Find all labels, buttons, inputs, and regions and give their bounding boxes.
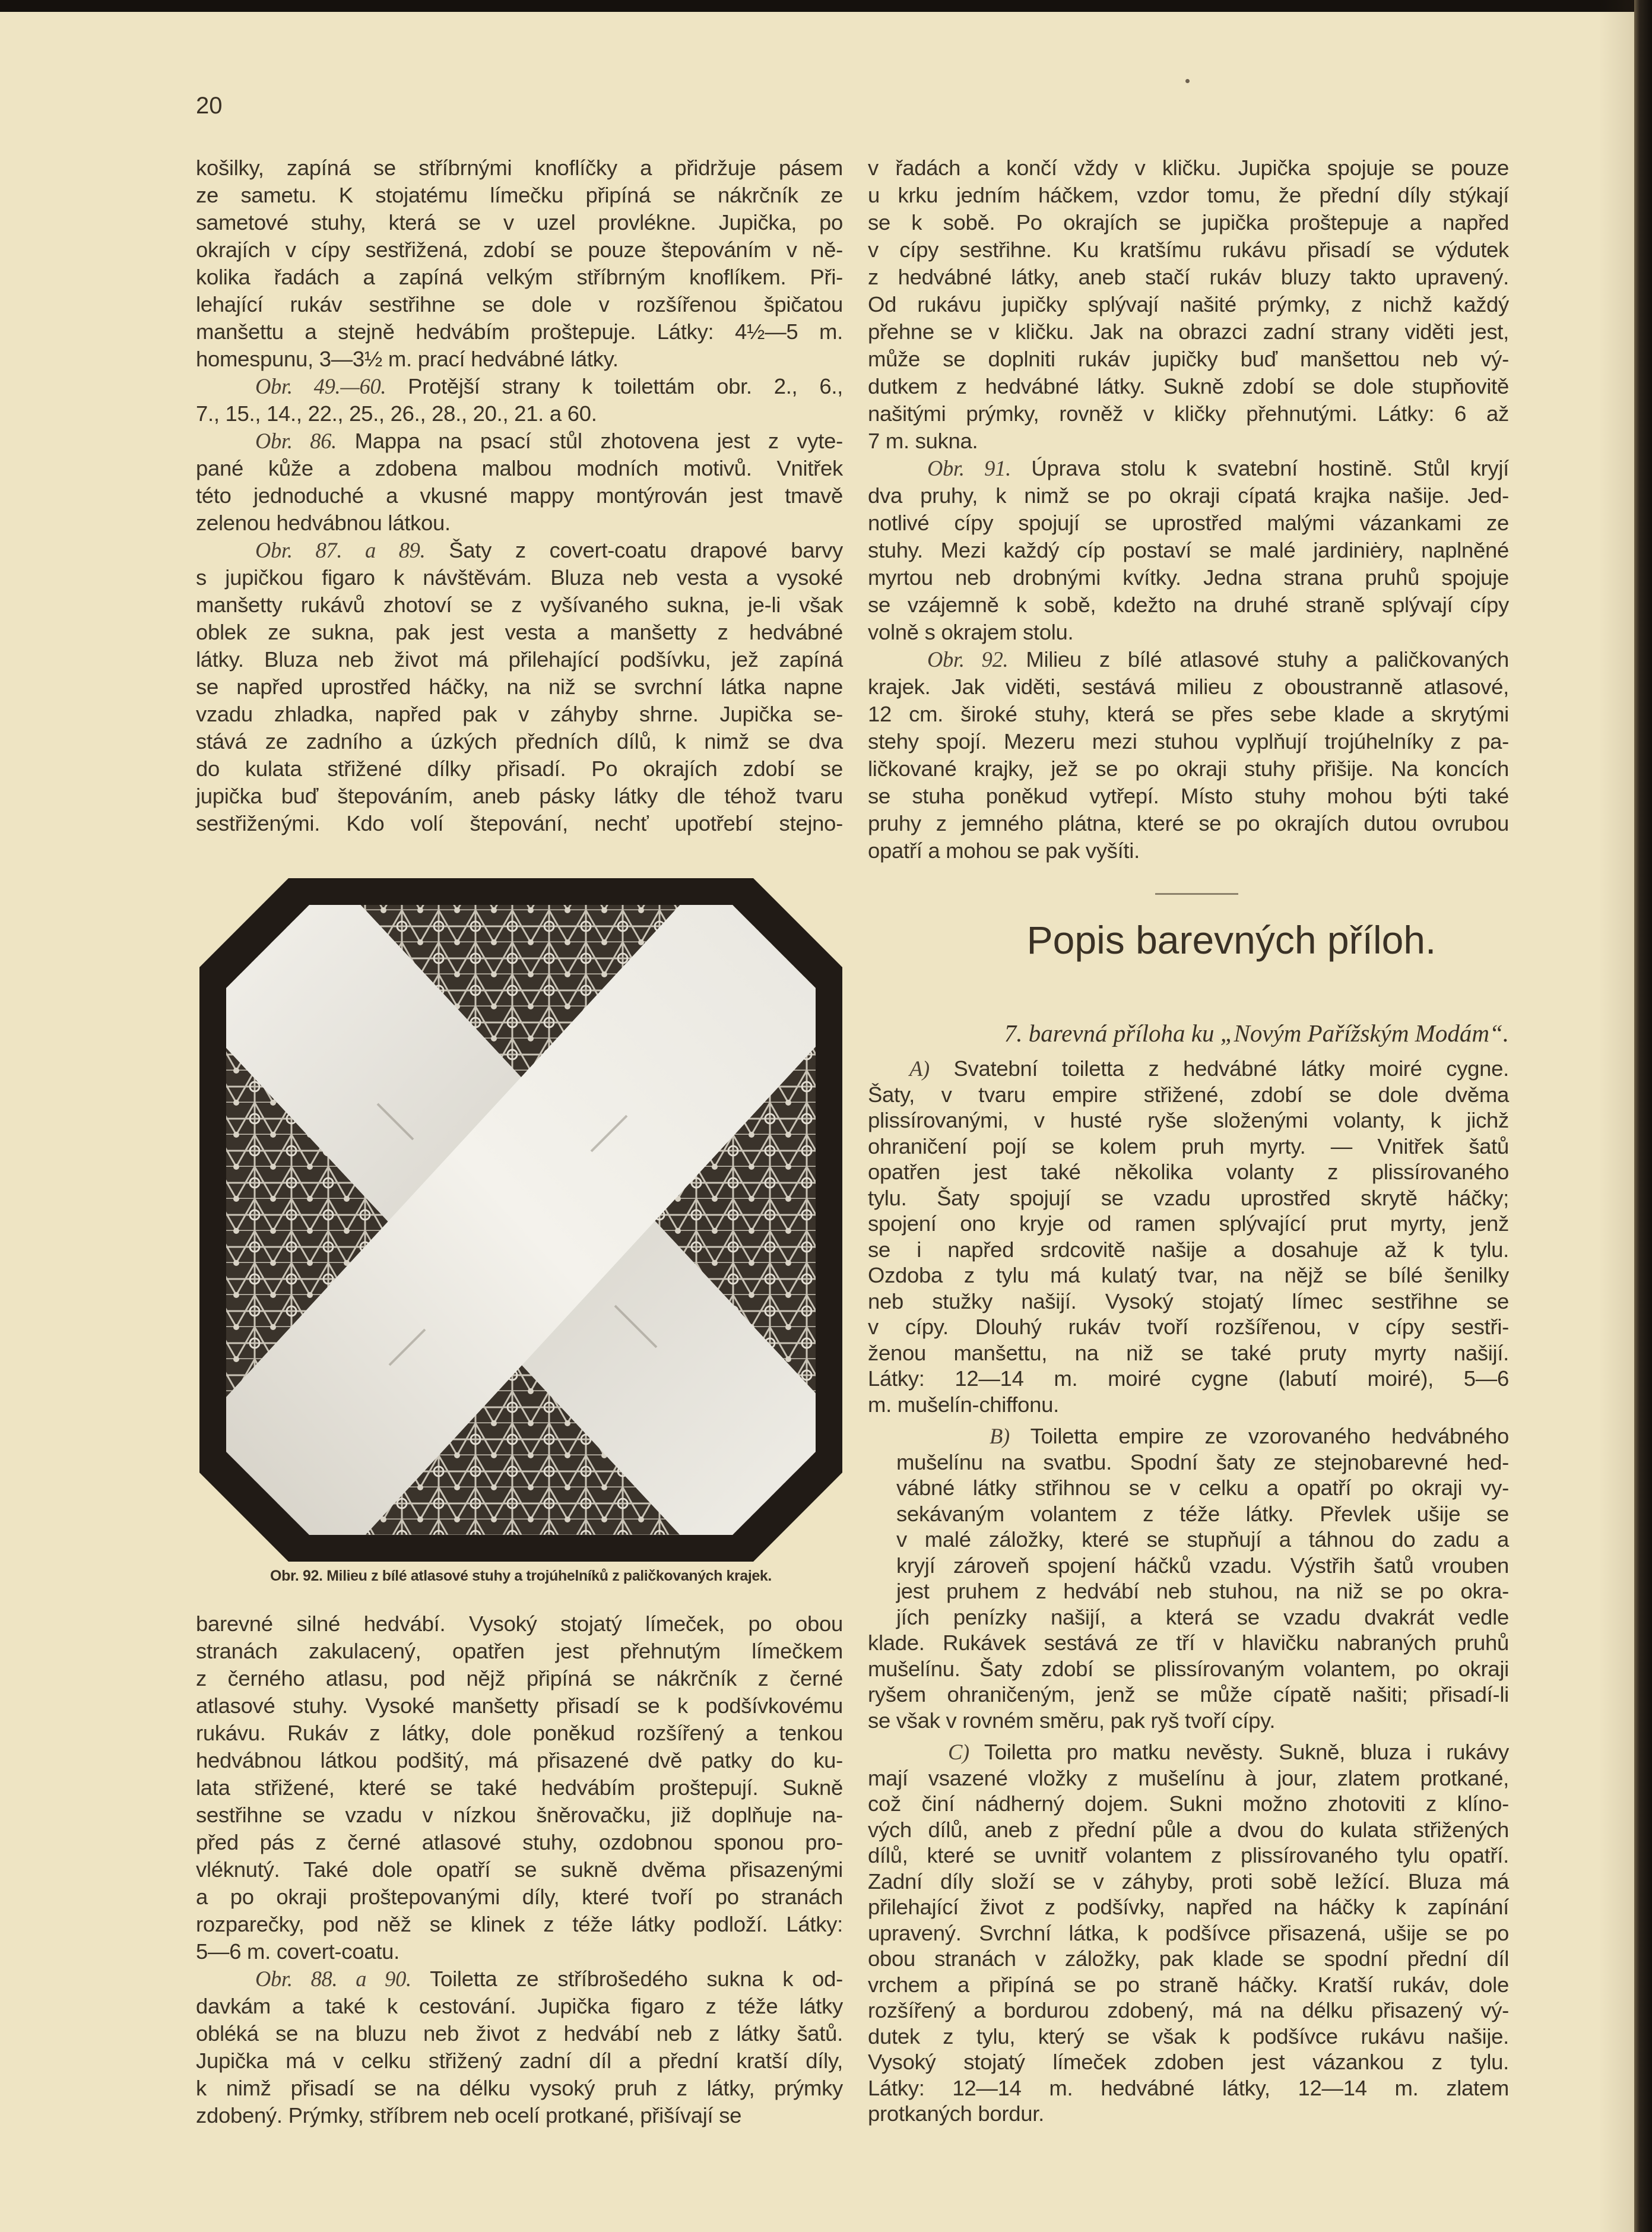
text-line: [868, 482, 1509, 509]
paragraph: [196, 428, 843, 537]
text-line: [868, 2049, 1509, 2075]
line-text: 12 cm. široké stuhy, která se přes sebe klade a skrytými: [868, 702, 1509, 726]
text-line: [196, 209, 843, 236]
line-text: pané kůže a zdobena malbou modních motivů. Vnitřek: [196, 456, 843, 480]
text-line: [868, 1765, 1509, 1791]
text-line: [196, 2075, 843, 2102]
section-divider: [1155, 893, 1238, 895]
text-line: [868, 564, 1509, 591]
print-speck: [1185, 79, 1190, 83]
line-text: 5—6 m. covert-coatu.: [196, 1939, 399, 1964]
line-text: lata střižené, které se také hedvábím proštepují. Sukně: [196, 1775, 843, 1800]
line-text: stává ze zadního a úzkých předních dílů, k nimž se dva: [196, 729, 843, 754]
text-line: [196, 2047, 843, 2075]
text-line: [196, 482, 843, 509]
line-text: barevné silné hedvábí. Vysoký stojatý límeček, po obou: [196, 1612, 843, 1636]
left-column-top-text: [196, 154, 843, 837]
text-line: [868, 1082, 1509, 1108]
paragraph: [196, 537, 843, 837]
text-line: [868, 1288, 1509, 1315]
line-text: tylu. Šaty spojují se vzadu uprostřed skrytě háčky;: [868, 1185, 1509, 1210]
line-text: zelenou hedvábnou látkou.: [196, 511, 451, 535]
line-text: oblek ze sukna, pak jest vesta a manšetty z hedvábné: [196, 620, 843, 644]
line-text: manšettu a stejně hedvábím proštepuje. Látky: 4½—5 m.: [196, 319, 843, 344]
text-line: [868, 755, 1509, 783]
text-line: [196, 619, 843, 646]
line-text: mušelínu. Šaty zdobí se plissírovaným volantem, po okraji: [868, 1656, 1509, 1681]
text-line: [196, 1720, 843, 1747]
text-line: [868, 591, 1509, 619]
line-text: se k sobě. Po okrajích se jupička proštepuje a napřed: [868, 210, 1509, 235]
paragraph: [868, 154, 1509, 455]
line-text: rozparečky, pod něž se klinek z téže látky podloží. Látky:: [196, 1912, 843, 1936]
line-text: sekávaným volantem z téže látky. Převlek ušije se: [896, 1501, 1509, 1526]
line-text: krajek. Jak viděti, sestává milieu z oboustranně atlasové,: [868, 675, 1509, 699]
line-text: opatřen jest také několika volanty z plissírovaného: [868, 1160, 1509, 1184]
line-text: rukávu. Rukáv z látky, dole poněkud rozšířený a tenkou: [196, 1721, 843, 1745]
line-text: vých dílů, aneb z přední půle a dvou do kulata střižených: [868, 1817, 1509, 1842]
text-line: [196, 291, 843, 318]
text-line: [196, 373, 843, 400]
text-line: [196, 182, 843, 209]
page-gutter-shade: [1599, 0, 1634, 2232]
text-line: [868, 1553, 1509, 1579]
line-text: košilky, zapíná se stříbrnými knoflíčky a přidržuje pásem: [196, 156, 843, 180]
text-line: [196, 236, 843, 264]
text-line: [868, 783, 1509, 810]
text-line: [868, 291, 1509, 318]
paragraph: [196, 1965, 843, 2129]
paragraph: [868, 1423, 1509, 1733]
section-subheading: 7. barevná příloha ku „Novým Pařížským Modám“.: [1004, 1020, 1509, 1047]
figure-reference: B): [990, 1424, 1010, 1448]
text-line: [868, 154, 1509, 182]
text-line: [868, 1791, 1509, 1817]
line-text: u krku jedním háčkem, vzdor tomu, že přední díly stýkají: [868, 183, 1509, 207]
text-line: [196, 1965, 843, 1993]
text-line: [196, 591, 843, 619]
scan-top-edge: [0, 0, 1652, 12]
text-line: [868, 1056, 1509, 1082]
line-text: se však v rovném směru, pak ryš tvoří cípy.: [868, 1708, 1276, 1733]
line-text: sestřiženými. Kdo volí štepování, nechť upotřebí stejno-: [196, 811, 843, 835]
line-text: Šaty z covert-coatu drapové barvy: [425, 538, 843, 562]
text-line: [868, 400, 1509, 428]
line-text: vrchem a připíná se po straně háčky. Kratší rukáv, dole: [868, 1972, 1509, 1997]
text-line: [196, 701, 843, 728]
text-line: [868, 373, 1509, 400]
text-line: [196, 264, 843, 291]
text-line: [868, 1630, 1509, 1656]
text-line: [868, 1107, 1509, 1134]
line-text: se napřed uprostřed háčky, na niž se svrchní látka napne: [196, 675, 843, 699]
text-line: [868, 1604, 1509, 1631]
text-line: [868, 646, 1509, 673]
text-line: [196, 509, 843, 537]
text-line: [868, 1894, 1509, 1920]
line-text: notlivé cípy spojují se uprostřed malými vázankami ze: [868, 511, 1509, 535]
text-line: [196, 455, 843, 482]
text-line: [196, 1692, 843, 1720]
text-line: [868, 1578, 1509, 1604]
text-line: [868, 1237, 1509, 1263]
text-line: [196, 154, 843, 182]
line-text: ohraničení pojí se kolem pruh myrty. — Vnitřek šatů: [868, 1134, 1509, 1158]
line-text: rozšířený a bordurou zdobený, má na délku přisazený vý-: [868, 1998, 1509, 2022]
text-line: [868, 1262, 1509, 1288]
line-text: homespunu, 3—3½ m. prací hedvábné látky.: [196, 347, 619, 371]
line-text: stehy spojí. Mezeru mezi stuhou vyplňují trojúhelníky z pa-: [868, 729, 1509, 754]
text-line: [868, 728, 1509, 755]
line-text: zdobený. Prýmky, stříbrem neb ocelí protkané, přišívají se: [196, 2103, 742, 2127]
figure-reference: Obr. 49.—60.: [255, 374, 386, 398]
line-text: Látky: 12—14 m. hedvábné látky, 12—14 m. zlatem: [868, 2075, 1509, 2100]
line-text: Vysoký stojatý límeček zdoben jest vázankou z tylu.: [868, 2050, 1509, 2074]
line-text: ženou manšettu, na niž se také pruty myrty našijí.: [868, 1340, 1509, 1365]
line-text: hedvábnou látkou podšitý, má přisazené dvě patky do ku-: [196, 1748, 843, 1772]
line-text: stranách zakulacený, opatřen jest přehnutým límečkem: [196, 1639, 843, 1663]
line-text: spojení ono kryje od ramen splývající prut myrty, jenž: [868, 1211, 1509, 1236]
page-number: 20: [196, 93, 223, 119]
paragraph: [868, 1739, 1509, 2127]
line-text: Toiletta ze stříbrošedého sukna k od-: [411, 1967, 843, 1991]
text-line: [196, 1856, 843, 1883]
paragraph: [196, 1610, 843, 1965]
line-text: z hedvábné látky, aneb stačí rukáv bluzy takto upravený.: [868, 265, 1509, 289]
figure-reference: A): [909, 1056, 930, 1081]
line-text: ličkované krajky, jež se po okraji stuhy přišije. Na koncích: [868, 756, 1509, 781]
text-line: [868, 1656, 1509, 1682]
text-line: [868, 1739, 1509, 1765]
text-line: [196, 400, 843, 428]
line-text: kolika řadách a zapíná velkým stříbrným knoflíkem. Při-: [196, 265, 843, 289]
text-line: [868, 701, 1509, 728]
text-line: [196, 1911, 843, 1938]
line-text: volně s okrajem stolu.: [868, 620, 1074, 644]
text-line: [868, 1211, 1509, 1237]
line-text: mušelínu na svatbu. Spodní šaty ze stejnobarevné hed-: [896, 1449, 1509, 1474]
text-line: [868, 1340, 1509, 1366]
line-text: dutek z tylu, který se však k podšívce rukávu našije.: [868, 2024, 1509, 2049]
line-text: manšetty rukávů zhotoví se z vyšívaného sukna, je-li však: [196, 593, 843, 617]
line-text: do kulata střižené dílky přisadí. Po okrajích zdobí se: [196, 756, 843, 781]
text-line: [196, 1774, 843, 1802]
line-text: lehající rukáv sestřihne se dole v rozšířenou špičatou: [196, 292, 843, 316]
text-line: [196, 1638, 843, 1665]
text-line: [196, 646, 843, 673]
paragraph: [868, 646, 1509, 865]
line-text: a po okraji proštepovanými díly, které tvoří po stranách: [196, 1885, 843, 1909]
line-text: v malé záložky, které se stupňují a táhnou do zadu a: [896, 1527, 1509, 1552]
line-text: Toiletta pro matku nevěsty. Sukně, bluza i rukávy: [969, 1740, 1509, 1764]
paragraph: [196, 154, 843, 373]
right-column-top-text: [868, 154, 1509, 865]
line-text: vábné látky střihnou se v celku a opatří po okraji vy-: [896, 1476, 1509, 1500]
figure-caption: Obr. 92. Milieu z bílé atlasové stuhy a trojúhelníků z paličkovaných krajek.: [270, 1568, 772, 1584]
line-text: před pás z černé atlasové stuhy, ozdobnou sponou pro-: [196, 1830, 843, 1854]
line-text: Mappa na psací stůl zhotovena jest z vyte-: [337, 429, 843, 453]
text-line: [196, 2102, 843, 2129]
line-text: v cípy sestřihne. Ku kratšímu rukávu přisadí se výdutek: [868, 238, 1509, 262]
line-text: ze sametu. K stojatému límečku připíná se nákrčník ze: [196, 183, 843, 207]
line-text: se vzájemně k sobě, kdežto na druhé straně splývají cípy: [868, 593, 1509, 617]
text-line: [868, 1423, 1509, 1449]
line-text: jích penízky našijí, a která se vzadu dvakrát vedle: [896, 1604, 1509, 1629]
text-line: [868, 1997, 1509, 2024]
line-text: Úprava stolu k svatební hostině. Stůl kryjí: [1010, 456, 1510, 480]
text-line: [196, 1665, 843, 1692]
figure-reference: Obr. 91.: [927, 456, 1011, 480]
figure-reference: C): [948, 1740, 969, 1764]
text-line: [868, 1920, 1509, 1946]
line-text: kryjí zároveň spojení háčků vzadu. Výstřih šatů vrouben: [896, 1553, 1509, 1578]
text-line: [868, 537, 1509, 564]
line-text: stuhy. Mezi každý cíp postaví se malé jardiniėry, naplněné: [868, 538, 1509, 562]
line-text: k nimž přisadí se na délku vysoký pruh z látky, prýmky: [196, 2076, 843, 2100]
text-line: [868, 837, 1509, 865]
text-line: [868, 1392, 1509, 1418]
text-line: [196, 673, 843, 701]
text-line: [868, 1972, 1509, 1998]
line-text: se stuha poněkud vytřepí. Místo stuhy mohou býti také: [868, 784, 1509, 808]
text-line: [196, 1829, 843, 1856]
text-line: [868, 1869, 1509, 1895]
line-text: 7., 15., 14., 22., 25., 26., 28., 20., 21. a 60.: [196, 401, 597, 426]
line-text: obléká se na bluzu neb život z hedvábí neb z látky šatů.: [196, 2021, 843, 2046]
text-line: [868, 1366, 1509, 1392]
text-line: [196, 318, 843, 346]
line-text: Protější strany k toilettám obr. 2., 6.,: [386, 374, 844, 398]
line-text: obou stranách v záložky, pak klade se spodní přední díl: [868, 1946, 1509, 1971]
line-text: pruhy z jemného plátna, které se po okrajích dutou ovrubou: [868, 811, 1509, 835]
text-line: [196, 1802, 843, 1829]
milieu-illustration: [199, 878, 842, 1562]
line-text: Látky: 12—14 m. moiré cygne (labutí moiré), 5—6: [868, 1366, 1509, 1391]
line-text: Toiletta empire ze vzorovaného hedvábného: [1009, 1424, 1509, 1448]
paragraph: [196, 373, 843, 428]
text-line: [196, 1747, 843, 1774]
line-text: přehne se v kličku. Jak na obrazci zadní strany viděti jest,: [868, 319, 1509, 344]
line-text: Od rukávu jupičky splývají našité prýmky, z nichž každý: [868, 292, 1509, 316]
line-text: jest pruhem z hedvábí neb stuhou, na niž se po okra-: [896, 1579, 1509, 1603]
right-column-bottom-text: [868, 1056, 1509, 2127]
line-text: davkám a také k cestování. Jupička figaro z téže látky: [196, 1994, 843, 2018]
text-line: [868, 2101, 1509, 2127]
section-heading: Popis barevných příloh.: [1026, 918, 1437, 962]
text-line: [868, 1946, 1509, 1972]
text-line: [868, 619, 1509, 646]
line-text: této jednoduché a vkusné mappy montýrován jest tmavě: [196, 483, 843, 508]
line-text: mají vsazené vložky z mušelínu à jour, zlatem protkané,: [868, 1765, 1509, 1790]
text-line: [868, 346, 1509, 373]
figure-reference: Obr. 88. a 90.: [255, 1967, 411, 1991]
paragraph: [868, 455, 1509, 646]
line-text: v cípy. Dlouhý rukáv tvoří rozšířenou, v cípy sestři-: [868, 1315, 1509, 1339]
text-line: [196, 755, 843, 783]
line-text: protkaných bordur.: [868, 2101, 1044, 2126]
text-line: [868, 509, 1509, 537]
text-line: [868, 1708, 1509, 1734]
text-line: [868, 1475, 1509, 1501]
line-text: dílů, které se uvnitř volantem z plissírovaného tylu opatří.: [868, 1843, 1509, 1867]
figure-reference: Obr. 92.: [927, 647, 1009, 672]
line-text: upravený. Svrchní látka, k podšívce přisazená, ušije se po: [868, 1920, 1509, 1945]
line-text: dva pruhy, k nimž se po okraji cípatá krajka našije. Jed-: [868, 483, 1509, 508]
text-line: [196, 1993, 843, 2020]
text-line: [868, 455, 1509, 482]
text-line: [868, 428, 1509, 455]
line-text: Zadní díly složí se v záhyby, proti sobě ležící. Bluza má: [868, 1869, 1509, 1894]
line-text: sestřihne se vzadu v nízkou šněrovačku, již doplňuje na-: [196, 1803, 843, 1827]
line-text: jupička buď štepováním, aneb pásky látky dle téhož tvaru: [196, 784, 843, 808]
line-text: látky. Bluza neb život má přilehající podšívku, jež zapíná: [196, 647, 843, 672]
text-line: [868, 1501, 1509, 1527]
text-line: [196, 564, 843, 591]
text-line: [868, 1449, 1509, 1476]
text-line: [868, 1842, 1509, 1869]
text-line: [868, 1314, 1509, 1340]
line-text: klade. Rukávek sestává ze tří v hlavičku nabraných pruhů: [868, 1631, 1509, 1655]
text-line: [868, 1682, 1509, 1708]
line-text: přilehající život z podšívky, napřed na háčky k zapínání: [868, 1895, 1509, 1919]
text-line: [868, 236, 1509, 264]
text-line: [196, 728, 843, 755]
text-line: [868, 2075, 1509, 2101]
text-line: [868, 182, 1509, 209]
text-line: [196, 810, 843, 837]
line-text: což činí nádherný dojem. Sukni možno zhotoviti z klíno-: [868, 1791, 1509, 1816]
line-text: Šaty, v tvaru empire střižené, zdobí se dole dvěma: [868, 1082, 1509, 1107]
paragraph: [868, 1056, 1509, 1417]
line-text: může se doplniti rukáv jupičky buď manšettou neb vý-: [868, 347, 1509, 371]
line-text: atlasové stuhy. Vysoké manšetty přisadí se k podšívkovému: [196, 1693, 843, 1718]
line-text: vzadu zhladka, napřed pak v záhyby shrne. Jupička se-: [196, 702, 843, 726]
text-line: [868, 1159, 1509, 1185]
line-text: okrajích v cípy sestřižená, zdobí se pouze štepováním v ně-: [196, 238, 843, 262]
line-text: neb stužky našijí. Vysoký stojatý límec sestřihne se: [868, 1288, 1509, 1313]
line-text: opatří a mohou se pak vyšíti.: [868, 838, 1140, 863]
text-line: [196, 783, 843, 810]
line-text: vléknutý. Také dole opatří se sukně dvěma přisazenými: [196, 1857, 843, 1882]
text-line: [868, 1185, 1509, 1211]
figure-reference: Obr. 86.: [255, 429, 337, 453]
line-text: s jupičkou figaro k návštěvám. Bluza neb vesta a vysoké: [196, 565, 843, 590]
text-line: [868, 1817, 1509, 1843]
scan-right-edge: [1634, 0, 1652, 2232]
line-text: 7 m. sukna.: [868, 429, 978, 453]
line-text: plissírovanými, v husté ryše složenými volanty, k jichž: [868, 1108, 1509, 1132]
line-text: Svatební toiletta z hedvábné látky moiré cygne.: [929, 1056, 1509, 1081]
text-line: [868, 264, 1509, 291]
text-line: [196, 346, 843, 373]
text-line: [868, 810, 1509, 837]
text-line: [196, 1883, 843, 1911]
text-line: [868, 1134, 1509, 1160]
figure-reference: Obr. 87. a 89.: [255, 538, 426, 562]
line-text: sametové stuhy, která se v uzel provlékne. Jupička, po: [196, 210, 843, 235]
line-text: se i napřed srdcovitě našije a dosahuje až k tylu.: [868, 1237, 1509, 1262]
line-text: myrtou neb drobnými kvítky. Jedna strana pruhů spojuje: [868, 565, 1509, 590]
text-line: [196, 1938, 843, 1965]
text-line: [196, 537, 843, 564]
text-line: [868, 209, 1509, 236]
text-line: [196, 428, 843, 455]
text-line: [868, 318, 1509, 346]
line-text: Ozdoba z tylu má kulatý tvar, na nějž se bílé šenilky: [868, 1263, 1509, 1287]
line-text: v řadách a končí vždy v kličku. Jupička spojuje se pouze: [868, 156, 1509, 180]
left-column-bottom-text: [196, 1610, 843, 2129]
line-text: Jupička má v celku střižený zadní díl a přední kratší díly,: [196, 2049, 843, 2073]
line-text: našitými prýmky, rovněž v kličky přehnutými. Látky: 6 až: [868, 401, 1509, 426]
text-line: [868, 2024, 1509, 2050]
text-line: [196, 1610, 843, 1638]
line-text: m. mušelín-chiffonu.: [868, 1392, 1059, 1417]
text-line: [196, 2020, 843, 2047]
line-text: dutkem z hedvábné látky. Sukně zdobí se dole stupňovitě: [868, 374, 1509, 398]
line-text: z černého atlasu, pod nějž připíná se nákrčník z černé: [196, 1666, 843, 1690]
text-line: [868, 1527, 1509, 1553]
text-line: [868, 673, 1509, 701]
line-text: Milieu z bílé atlasové stuhy a paličkovaných: [1008, 647, 1510, 672]
line-text: ryšem ohraničeným, jenž se může cípatě našiti; přisadí-li: [868, 1682, 1509, 1707]
